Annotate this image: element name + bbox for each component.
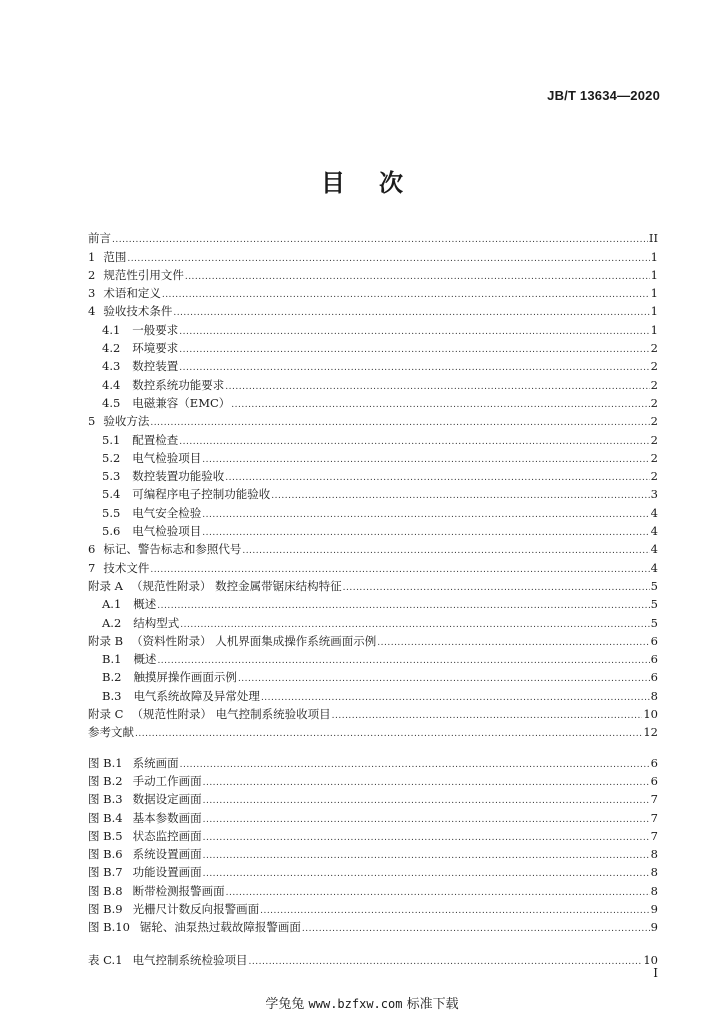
toc-entry-page: 1 (650, 249, 658, 264)
toc-entry-text: 电气检验项目 (132, 524, 202, 539)
toc-entry-number: 5.3 (102, 469, 121, 484)
toc-leader-dots (179, 344, 649, 356)
toc-entry-page: 8 (650, 883, 658, 898)
toc-entry-number: 附录 C (88, 707, 124, 722)
toc-entry-number: 4.2 (102, 341, 121, 356)
toc-entry-text: （资料性附录） 人机界面集成操作系统画面示例 (131, 633, 377, 648)
toc-leader-dots (377, 637, 649, 649)
toc-leader-dots (202, 454, 649, 466)
toc-entry-page: 2 (650, 450, 658, 465)
toc-entry-number: 2 (88, 267, 96, 282)
toc-entry[interactable] (88, 502, 658, 520)
toc-entry-page: 2 (650, 359, 658, 374)
toc-entry-text: 手动工作画面 (132, 773, 202, 788)
toc-entry-page: 9 (650, 920, 658, 935)
toc-leader-dots (179, 436, 649, 448)
toc-entry-page: 6 (650, 652, 658, 667)
toc-entry-number: 5 (88, 414, 96, 429)
toc-leader-dots (260, 905, 650, 917)
toc-leader-dots (157, 600, 649, 612)
toc-entry-text: 一般要求 (132, 322, 179, 337)
toc-entry-text: 验收方法 (103, 414, 150, 429)
toc-entry-number: 4.5 (102, 395, 121, 410)
toc-entry-text: 系统画面 (132, 755, 179, 770)
table-of-contents (88, 228, 658, 968)
toc-entry[interactable] (88, 228, 658, 246)
toc-leader-dots (185, 271, 650, 283)
toc-entry-page: 6 (650, 670, 658, 685)
toc-entry-number: 图 B.8 (88, 883, 123, 898)
toc-entry[interactable] (88, 411, 658, 429)
toc-entry-number: 图 B.9 (88, 901, 123, 916)
toc-entry[interactable] (88, 539, 658, 557)
toc-entry-number: 图 B.4 (88, 810, 123, 825)
toc-entry-page: 2 (650, 469, 658, 484)
toc-leader-dots (202, 509, 649, 521)
toc-entry-text: （规范性附录） 电气控制系统验收项目 (131, 707, 331, 722)
toc-entry-number: 4.4 (102, 377, 121, 392)
toc-entry-text: 状态监控画面 (132, 828, 202, 843)
toc-entry[interactable] (88, 789, 658, 807)
toc-leader-dots (180, 619, 649, 631)
toc-entry-page: 7 (650, 810, 658, 825)
toc-leader-dots (226, 887, 650, 899)
toc-leader-dots (203, 832, 650, 844)
toc-leader-dots (112, 234, 648, 246)
toc-entry-number: 图 B.7 (88, 865, 123, 880)
toc-entry[interactable] (88, 649, 658, 667)
toc-entry-page: 2 (650, 432, 658, 447)
toc-entry-page: 1 (650, 286, 658, 301)
toc-leader-dots (343, 582, 650, 594)
toc-leader-dots (203, 795, 650, 807)
toc-entry[interactable] (88, 594, 658, 612)
toc-entry-number: 表 C.1 (88, 952, 123, 967)
toc-entry-text: 系统设置画面 (132, 847, 202, 862)
toc-table-list (88, 949, 658, 967)
toc-leader-dots (203, 814, 650, 826)
toc-entry-page: 1 (650, 267, 658, 282)
toc-entry-page: 4 (650, 505, 658, 520)
toc-entry[interactable] (88, 880, 658, 898)
toc-entry-number: 5.6 (102, 524, 121, 539)
toc-entry[interactable] (88, 356, 658, 374)
toc-main-list (88, 228, 658, 740)
toc-entry-text: 前言 (88, 231, 111, 246)
toc-entry-number: B.2 (102, 670, 122, 685)
toc-entry-text: 术语和定义 (103, 286, 161, 301)
toc-entry-text: 标记、警告标志和参照代号 (103, 542, 242, 557)
toc-entry-text: 结构型式 (133, 615, 180, 630)
toc-leader-dots (203, 777, 650, 789)
toc-entry[interactable] (88, 374, 658, 392)
toc-entry-page: 8 (650, 688, 658, 703)
toc-entry[interactable] (88, 771, 658, 789)
toc-entry-page: 2 (650, 414, 658, 429)
toc-entry-number: 图 B.2 (88, 773, 123, 788)
toc-entry-page: 4 (650, 524, 658, 539)
toc-leader-dots (225, 472, 649, 484)
toc-entry-page: 6 (650, 755, 658, 770)
toc-entry-text: 断带检测报警画面 (132, 883, 225, 898)
toc-entry-number: 5.5 (102, 505, 121, 520)
toc-entry-number: 1 (88, 249, 96, 264)
toc-entry-page: 5 (650, 578, 658, 593)
toc-entry-number: B.3 (102, 688, 122, 703)
toc-leader-dots (157, 655, 649, 667)
toc-entry-text: 电气系统故障及异常处理 (133, 688, 260, 703)
toc-entry[interactable] (88, 917, 658, 935)
toc-entry-page: 2 (650, 395, 658, 410)
toc-entry[interactable] (88, 807, 658, 825)
toc-entry-page: 7 (650, 828, 658, 843)
toc-entry[interactable] (88, 704, 658, 722)
toc-entry-text: 电气控制系统检验项目 (132, 952, 248, 967)
toc-entry-number: 附录 B (88, 633, 124, 648)
toc-entry-number: 图 B.5 (88, 828, 123, 843)
toc-leader-dots (271, 490, 649, 502)
toc-entry[interactable] (88, 685, 658, 703)
toc-entry[interactable] (88, 265, 658, 283)
toc-entry[interactable] (88, 862, 658, 880)
toc-entry-text: 环境要求 (132, 341, 179, 356)
toc-entry-number: 5.2 (102, 450, 121, 465)
toc-entry-number: 图 B.6 (88, 847, 123, 862)
toc-entry-text: 数控装置功能验收 (132, 469, 225, 484)
toc-entry-page: 4 (650, 542, 658, 557)
footer-site-name: 学兔兔 (265, 997, 305, 1012)
toc-leader-dots (127, 253, 649, 265)
toc-entry-number: 4 (88, 304, 96, 319)
toc-entry-text: 概述 (133, 652, 157, 667)
toc-leader-dots (150, 417, 649, 429)
toc-leader-dots (180, 759, 650, 771)
toc-leader-dots (242, 545, 649, 557)
toc-entry[interactable] (88, 301, 658, 319)
toc-entry-text: （规范性附录） 数控金属带锯床结构特征 (130, 578, 342, 593)
toc-entry[interactable] (88, 612, 658, 630)
toc-entry[interactable] (88, 448, 658, 466)
toc-entry-text: 技术文件 (103, 560, 150, 575)
toc-entry[interactable] (88, 722, 658, 740)
toc-leader-dots (302, 923, 650, 935)
toc-entry[interactable] (88, 826, 658, 844)
toc-entry-page: II (648, 231, 658, 246)
toc-leader-dots (238, 673, 650, 685)
toc-entry[interactable] (88, 667, 658, 685)
toc-entry-page: 10 (643, 707, 658, 722)
standard-code: JB/T 13634—2020 (547, 88, 660, 103)
toc-entry-number: 图 B.3 (88, 792, 123, 807)
toc-entry[interactable] (88, 631, 658, 649)
toc-entry[interactable] (88, 752, 658, 770)
page-number: I (653, 966, 658, 980)
toc-leader-dots (202, 527, 649, 539)
toc-figure-list (88, 752, 658, 935)
toc-entry-text: 锯轮、油泵热过载故障报警画面 (139, 920, 301, 935)
toc-leader-dots (231, 399, 649, 411)
toc-title: 目次 (321, 168, 437, 197)
toc-leader-dots (332, 710, 643, 722)
toc-entry[interactable] (88, 393, 658, 411)
toc-leader-dots (179, 326, 649, 338)
toc-leader-dots (135, 728, 642, 740)
footer (0, 993, 724, 1012)
toc-entry-number: 4.1 (102, 322, 121, 337)
toc-leader-dots (261, 692, 650, 704)
toc-entry-number: A.2 (102, 615, 122, 630)
toc-entry[interactable] (88, 466, 658, 484)
toc-entry-text: 数控装置 (132, 359, 179, 374)
footer-url[interactable]: www.bzfxw.com (308, 997, 403, 1011)
toc-entry-text: 验收技术条件 (103, 304, 173, 319)
toc-entry-text: 电气检验项目 (132, 450, 202, 465)
toc-entry[interactable] (88, 484, 658, 502)
toc-entry-text: 数控系统功能要求 (132, 377, 225, 392)
toc-entry[interactable] (88, 557, 658, 575)
toc-entry[interactable] (88, 899, 658, 917)
toc-entry-text: 功能设置画面 (132, 865, 202, 880)
toc-leader-dots (150, 564, 649, 576)
toc-entry[interactable] (88, 576, 658, 594)
toc-entry-text: 可编程序电子控制功能验收 (132, 487, 271, 502)
toc-entry-page: 7 (650, 792, 658, 807)
toc-entry-number: 7 (88, 560, 96, 575)
toc-entry-text: 电气安全检验 (132, 505, 202, 520)
toc-entry-page: 8 (650, 865, 658, 880)
toc-leader-dots (173, 307, 649, 319)
toc-entry-page: 4 (650, 560, 658, 575)
toc-leader-dots (179, 362, 649, 374)
toc-leader-dots (249, 956, 643, 968)
toc-entry-text: 数据设定画面 (132, 792, 202, 807)
toc-entry-page: 2 (650, 341, 658, 356)
toc-entry-number: 3 (88, 286, 96, 301)
toc-entry[interactable] (88, 844, 658, 862)
toc-entry-page: 1 (650, 304, 658, 319)
toc-entry-text: 触摸屏操作画面示例 (133, 670, 237, 685)
toc-leader-dots (203, 868, 650, 880)
toc-entry-page: 8 (650, 847, 658, 862)
toc-entry[interactable] (88, 319, 658, 337)
toc-entry-page: 6 (650, 773, 658, 788)
toc-entry-page: 1 (650, 322, 658, 337)
toc-entry-number: 4.3 (102, 359, 121, 374)
toc-entry-number: A.1 (102, 597, 122, 612)
toc-entry-page: 10 (643, 952, 658, 967)
toc-entry-page: 5 (650, 615, 658, 630)
toc-entry-number: B.1 (102, 652, 122, 667)
toc-entry-text: 电磁兼容（EMC） (132, 395, 231, 410)
toc-entry[interactable] (88, 429, 658, 447)
toc-entry-text: 概述 (133, 597, 157, 612)
toc-entry-page: 9 (650, 901, 658, 916)
toc-entry-text: 光栅尺计数反向报警画面 (132, 901, 260, 916)
toc-entry[interactable] (88, 338, 658, 356)
toc-entry-text: 规范性引用文件 (103, 267, 184, 282)
toc-entry-text: 基本参数画面 (132, 810, 202, 825)
toc-entry-page: 5 (650, 597, 658, 612)
toc-entry-number: 5.4 (102, 487, 121, 502)
toc-entry-page: 2 (650, 377, 658, 392)
toc-entry-number: 5.1 (102, 432, 121, 447)
toc-entry-page: 3 (650, 487, 658, 502)
toc-entry-number: 图 B.1 (88, 755, 123, 770)
toc-entry-number: 6 (88, 542, 96, 557)
toc-entry-page: 6 (650, 633, 658, 648)
toc-entry-text: 配置检查 (132, 432, 179, 447)
toc-entry-text: 参考文献 (88, 725, 134, 740)
toc-leader-dots (225, 381, 649, 393)
toc-entry[interactable] (88, 283, 658, 301)
footer-tagline: 标准下载 (406, 997, 459, 1012)
toc-entry-number: 附录 A (88, 578, 123, 593)
toc-entry-number: 图 B.10 (88, 920, 130, 935)
toc-entry[interactable] (88, 246, 658, 264)
toc-entry-page: 12 (643, 725, 658, 740)
toc-entry[interactable] (88, 521, 658, 539)
toc-entry[interactable] (88, 949, 658, 967)
toc-leader-dots (203, 850, 650, 862)
toc-entry-text: 范围 (103, 249, 127, 264)
toc-leader-dots (162, 289, 650, 301)
